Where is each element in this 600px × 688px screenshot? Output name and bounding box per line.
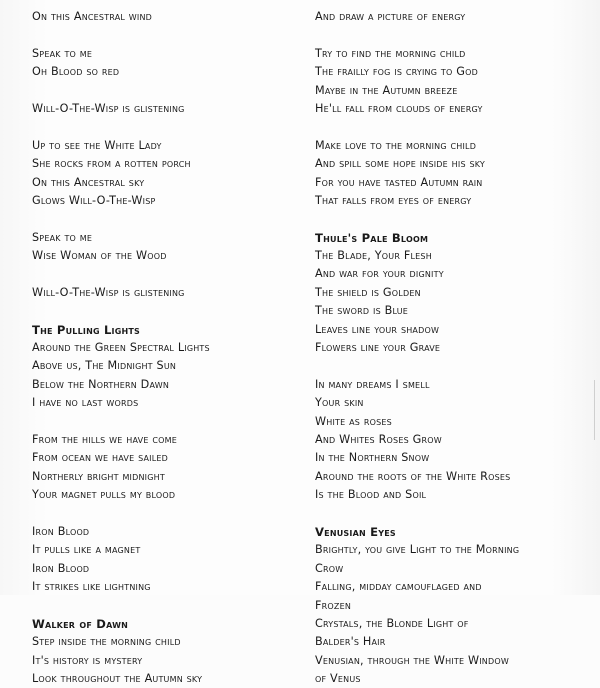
lyric-line: The shield is Golden [315, 285, 421, 299]
lyric-line: In the Northern Snow [315, 451, 430, 465]
stanza-gap [315, 357, 595, 375]
song-title: Walker of Dawn [32, 616, 129, 631]
lyric-line: Your skin [315, 396, 364, 410]
stanza-gap [32, 26, 312, 44]
lyric-line: And spill some hope inside his sky [315, 157, 486, 171]
song-title: The Pulling Lights [32, 322, 141, 337]
left-lyrics-column [32, 8, 312, 688]
lyric-line: It strikes like lightning [32, 580, 151, 594]
lyric-line: Balder's Hair [315, 635, 386, 649]
lyric-line: Speak to me [32, 46, 93, 60]
lyric-line: On this Ancestral sky [32, 175, 145, 189]
lyric-line: On this Ancestral wind [32, 10, 153, 23]
lyric-line: Falling, midday camouflaged and [315, 580, 482, 594]
lyric-line: And Whites Roses Grow [315, 432, 442, 446]
lyric-line: And war for your dignity [315, 267, 444, 281]
stanza-gap [32, 302, 312, 320]
stanza-gap [32, 505, 312, 523]
lyric-line: Northerly bright midnight [32, 469, 165, 483]
lyric-line: And draw a picture of energy [315, 10, 466, 23]
stanza-gap [315, 505, 595, 523]
stanza-gap [315, 210, 595, 228]
lyric-line: She rocks from a rotten porch [32, 157, 191, 171]
lyric-line: Crystals, the Blonde Light of [315, 616, 469, 630]
stanza-gap [32, 413, 312, 431]
lyric-line: The frailly fog is crying to God [315, 65, 478, 79]
stanza-gap [315, 26, 595, 44]
lyric-line: Your magnet pulls my blood [32, 488, 176, 502]
lyric-line: From the hills we have come [32, 432, 178, 446]
lyric-line: Iron Blood [32, 561, 90, 575]
lyric-line: He'll fall from clouds of energy [315, 101, 483, 115]
lyric-line: Will-O-The-Wisp is glistening [32, 101, 185, 115]
lyric-line: Glows Will-O-The-Wisp [32, 193, 156, 207]
lyric-line: Above us, The Midnight Sun [32, 359, 177, 373]
page-edge-mark [594, 380, 595, 440]
lyric-line: It's history is mystery [32, 653, 143, 667]
lyric-line: Maybe in the Autumn breeze [315, 83, 458, 97]
lyric-line: Iron Blood [32, 524, 90, 538]
stanza-gap [32, 597, 312, 615]
song-title: Venusian Eyes [315, 524, 396, 539]
song-title: Thule's Pale Bloom [315, 230, 429, 245]
lyric-line: Make love to the morning child [315, 138, 477, 152]
lyric-line: In many dreams I smell [315, 377, 430, 391]
lyric-line: For you have tasted Autumn rain [315, 175, 483, 189]
lyric-line: Brightly, you give Light to the Morning [315, 543, 520, 557]
lyric-line: Around the Green Spectral Lights [32, 341, 210, 355]
lyric-line: Up to see the White Lady [32, 138, 162, 152]
lyric-line: Oh Blood so red [32, 65, 120, 79]
lyric-line: The sword is Blue [315, 304, 409, 318]
lyric-line: White as roses [315, 414, 392, 428]
right-lyrics-column [315, 8, 595, 688]
lyric-line: Frozen [315, 598, 352, 612]
lyric-line: Try to find the morning child [315, 46, 466, 60]
lyric-line: Will-O-The-Wisp is glistening [32, 285, 185, 299]
lyric-line: That falls from eyes of energy [315, 193, 472, 207]
stanza-gap [315, 118, 595, 136]
lyric-line: Leaves line your shadow [315, 322, 440, 336]
lyric-line: Flowers line your Grave [315, 341, 441, 355]
lyric-line: From ocean we have sailed [32, 451, 169, 465]
lyric-line: Is the Blood and Soil [315, 488, 427, 502]
lyric-line: Look throughout the Autumn sky [32, 672, 203, 686]
stanza-gap [32, 118, 312, 136]
lyric-line: of Venus [315, 672, 361, 686]
stanza-gap [32, 265, 312, 283]
stanza-gap [32, 82, 312, 100]
lyric-line: The Blade, Your Flesh [315, 249, 432, 263]
lyric-line: Speak to me [32, 230, 93, 244]
lyric-line: It pulls like a magnet [32, 543, 141, 557]
lyric-line: I have no last words [32, 396, 139, 410]
lyric-line: Below the Northern Dawn [32, 377, 170, 391]
lyric-line: Wise Woman of the Wood [32, 249, 167, 263]
lyric-line: Crow [315, 561, 344, 575]
stanza-gap [32, 210, 312, 228]
lyric-line: Step inside the morning child [32, 635, 181, 649]
lyric-line: Venusian, through the White Window [315, 653, 509, 667]
lyric-line: Around the roots of the White Roses [315, 469, 511, 483]
